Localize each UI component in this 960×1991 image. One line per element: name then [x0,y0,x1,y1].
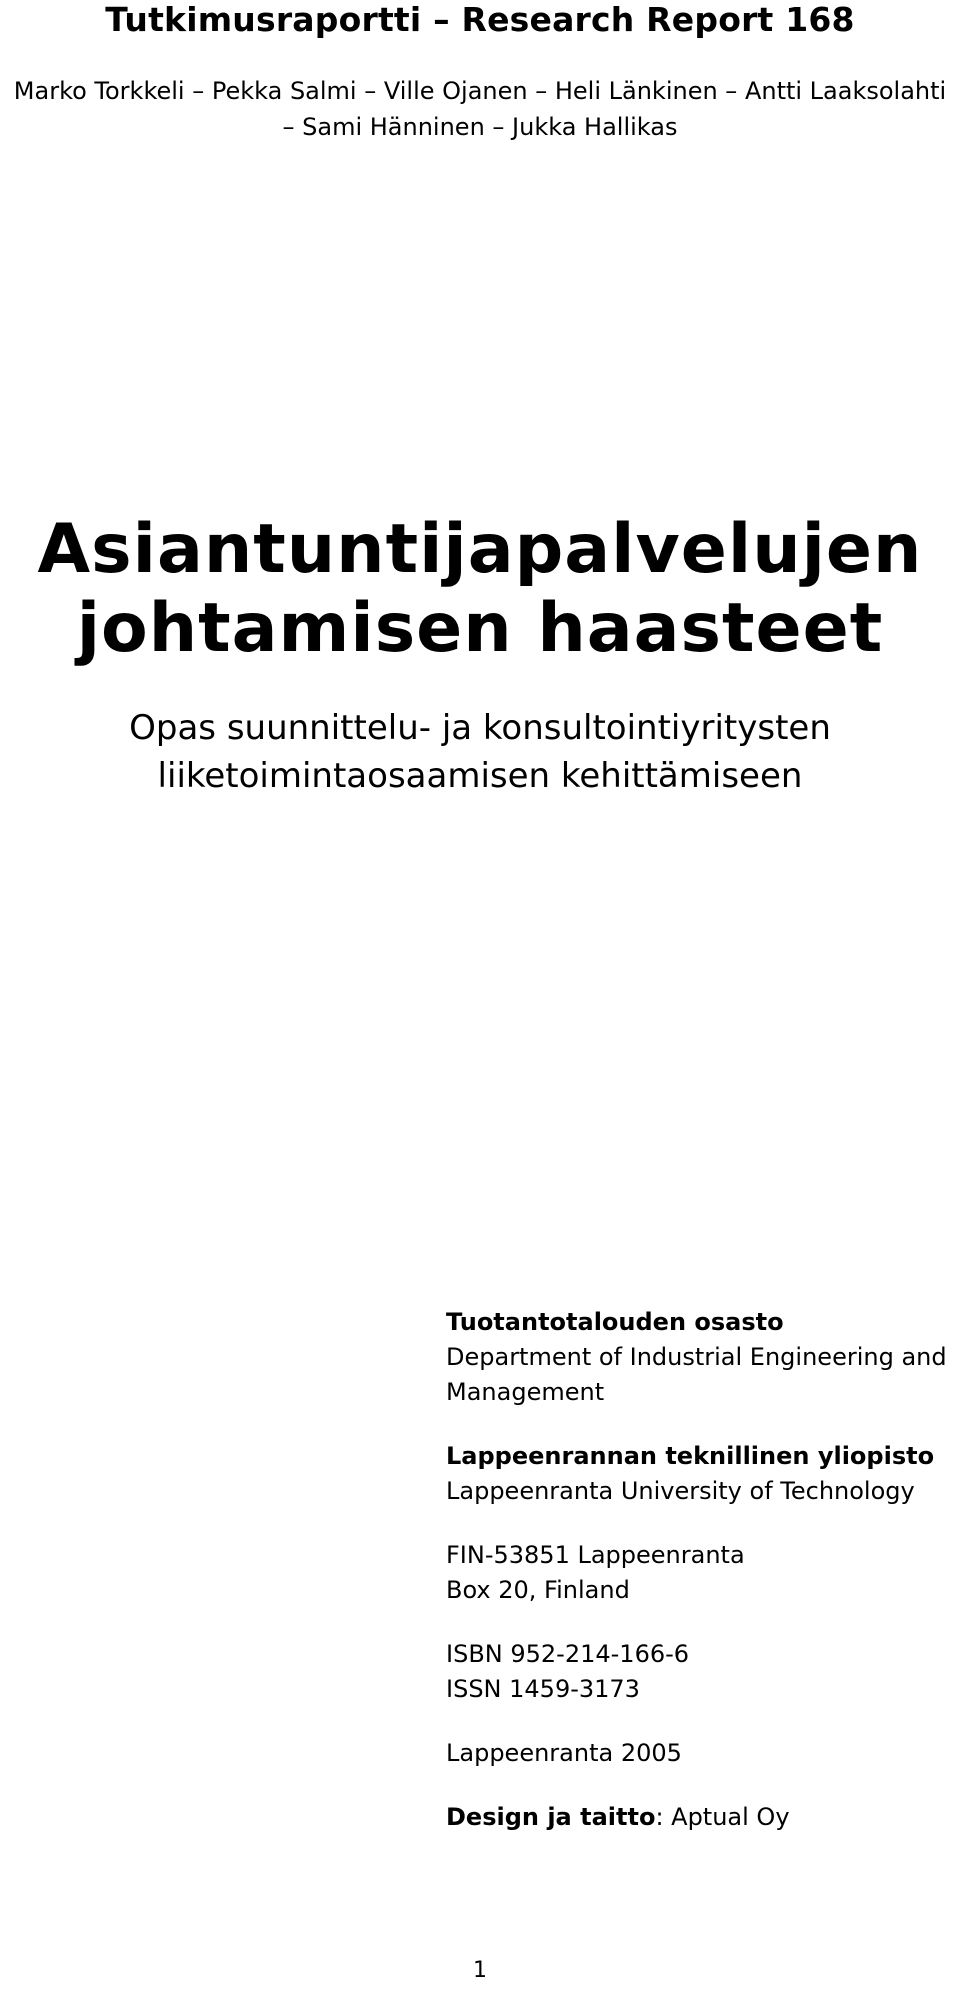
report-subtitle [0,704,960,800]
publication-block [446,1736,946,1771]
isbn: ISBN 952-214-166-6 [446,1640,690,1668]
department-name-fi: Tuotantotalouden osasto [446,1308,784,1336]
page-number: 1 [473,1958,487,1983]
address-line-2: Box 20, Finland [446,1576,630,1604]
university-name-en: Lappeenranta University of Technology [446,1477,915,1505]
identifier-block [446,1637,946,1707]
report-title-line-2: johtamisen haasteet [76,589,884,668]
report-subtitle-line-2: liiketoimintaosaamisen kehittämiseen [157,756,803,796]
design-credit [446,1800,946,1835]
address-line-1: FIN-53851 Lappeenranta [446,1541,745,1569]
department-block [446,1305,946,1410]
design-credit-value: : Aptual Oy [655,1803,790,1831]
series-title: Tutkimusraportti – Research Report 168 [105,0,855,39]
colophon [446,1305,946,1864]
design-credit-label: Design ja taitto [446,1803,656,1831]
author-line-1: Marko Torkkeli – Pekka Salmi – Ville Ojanen – Heli Länkinen – Antti Laaksolahti [13,77,947,105]
department-name-en-line-1: Department of Industrial Engineering and [446,1343,947,1371]
place-year: Lappeenranta 2005 [446,1739,682,1767]
report-title-line-1: Asiantuntijapalvelujen [37,510,923,589]
report-subtitle-line-1: Opas suunnittelu- ja konsultointiyritysten [129,708,831,748]
address-block [446,1538,946,1608]
author-line-2: – Sami Hänninen – Jukka Hallikas [282,113,678,141]
university-block [446,1439,946,1509]
author-list [0,73,960,145]
university-name-fi: Lappeenrannan teknillinen yliopisto [446,1442,935,1470]
department-name-en-line-2: Management [446,1378,605,1406]
report-title [0,510,960,668]
issn: ISSN 1459-3173 [446,1675,640,1703]
